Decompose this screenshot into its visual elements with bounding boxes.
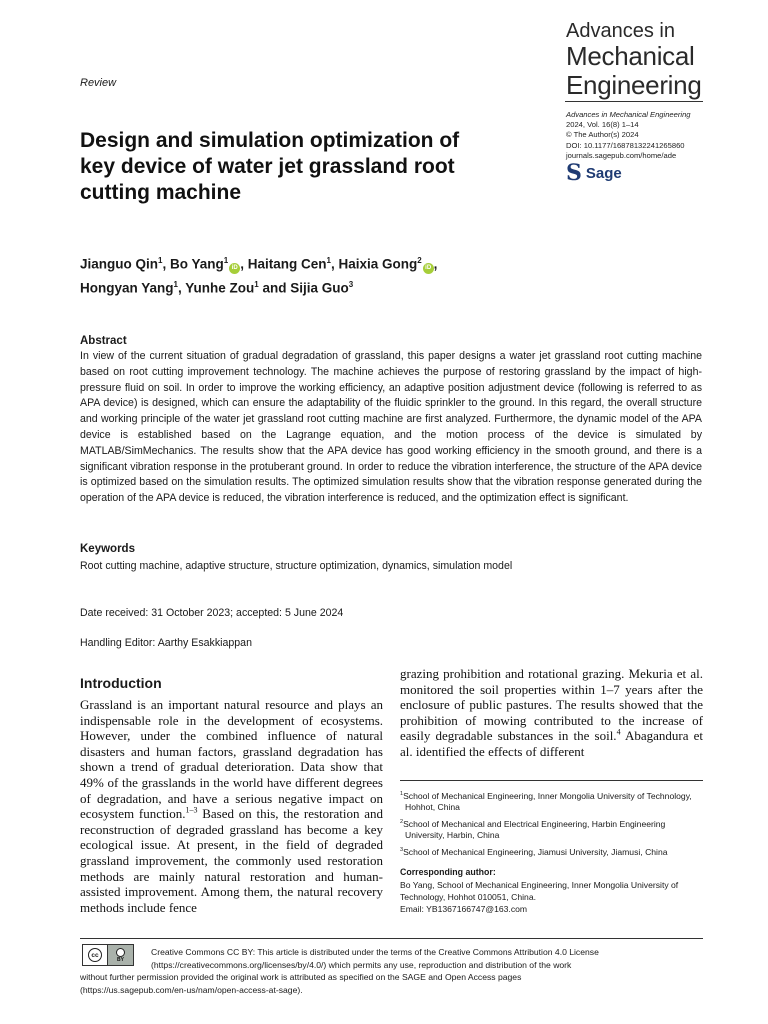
corresponding-author-details	[400, 879, 703, 915]
author-affiliation-mark: 3	[348, 279, 354, 289]
affiliations	[400, 789, 703, 862]
license-line[interactable]: (https://creativecommons.org/licenses/by/4.0/) which permits any use, reproduction and distribution of the work	[151, 959, 572, 970]
cc-by-badge[interactable]	[82, 944, 134, 966]
introduction-column-1	[80, 697, 383, 915]
introduction-column-2	[400, 666, 703, 760]
affiliation-item: $^3$School of Mechanical Engineering, Jiamusi University, Jiamusi, China	[400, 846, 668, 857]
author-separator: and	[258, 280, 291, 295]
journal-brand-line3: Engineering	[566, 70, 702, 100]
by-label: BY	[117, 956, 124, 963]
keywords-heading: Keywords	[80, 543, 135, 555]
masthead-divider	[565, 101, 703, 102]
paper-title: Design and simulation optimization of key device of water jet grassland root cutting machine	[80, 129, 460, 204]
author-separator: ,	[162, 256, 170, 272]
copyright: © The Author(s) 2024	[566, 130, 639, 140]
orcid-icon[interactable]: iD	[423, 263, 434, 274]
abstract-text: In view of the current situation of gradual degradation of grassland, this paper designs a water jet grassland root cutting machine based on root cutting improvement technology. The machine achieves the purpose of restoring grassland by the impact of high-pressure fluid on soil. In order to improve the working efficiency, an adaptive position adjustment device (following is referred to as APA device) is designed, which can ensure the adaptability of the fluidic sprinkler to the ground. In this regard, the overall structure and working principle of the water jet grassland root cutting machine are first analyzed. Furthermore, the dynamic model of the APA device is established based on the Lagrange equation, and the motion process of the device is simulated by MATLAB/SimMechanics. The results show that the APA device has good working efficiency in the smooth ground, and there is a significant vibration response in the protuberant ground. In order to reduce the vibration interference, the structure of the APA device is optimized based on the simulation results. The optimized simulation results show that the vibration response generated during the operation of the APA device is reduced, the vibration interference is reduced, and the optimization effect is significant.	[80, 350, 702, 505]
journal-brand-line1: Advances in	[566, 20, 675, 42]
author-list	[80, 251, 520, 298]
volume-info: 2024, Vol. 16(8) 1–14	[566, 120, 639, 130]
doi-link[interactable]: DOI: 10.1177/16878132241265860	[566, 140, 685, 150]
author-affiliation-mark: 1	[173, 279, 178, 289]
journal-url[interactable]: journals.sagepub.com/home/ade	[566, 150, 677, 160]
affiliation-item: $^1$School of Mechanical Engineering, Inner Mongolia University of Technology, Hohhot, China	[400, 790, 692, 813]
author-separator: ,	[240, 256, 248, 272]
corresponding-author-address: Bo Yang, School of Mechanical Engineering, Inner Mongolia University of Technology, Hohhot 010051, China.	[400, 880, 679, 902]
author-separator: ,	[433, 256, 438, 272]
intro-text: grazing prohibition and rotational grazing. Mekuria et al. monitored the soil properties within 1–7 years after the enclosure of public pastures. The results showed that the prohibition of mowing contributed to the increase of easily degradable substances in the soil.	[400, 666, 703, 744]
abstract-heading: Abstract	[80, 335, 127, 347]
author-name: Sijia Guo	[290, 280, 349, 295]
author-affiliation-mark: 2	[417, 256, 422, 265]
orcid-icon[interactable]: iD	[229, 263, 240, 274]
license-text	[80, 946, 703, 996]
license-divider	[80, 938, 703, 939]
cc-icon: cc	[88, 948, 102, 962]
author-name: Haitang Cen	[247, 256, 327, 272]
author-name: Haixia Gong	[338, 256, 418, 272]
license-line[interactable]: (https://us.sagepub.com/en-us/nam/open-access-at-sage).	[80, 984, 303, 995]
journal-brand-line2: Mechanical	[566, 41, 695, 71]
intro-text: Abagandura et al. identified the effects of different	[400, 728, 703, 759]
affiliation-item: $^2$School of Mechanical and Electrical Engineering, Harbin Engineering University, Harbin, China	[400, 818, 666, 841]
keywords-text: Root cutting machine, adaptive structure, structure optimization, dynamics, simulation model	[80, 560, 513, 572]
journal-meta	[566, 110, 691, 161]
footnote-divider	[400, 780, 703, 781]
intro-text: Grassland is an important natural resource and plays an indispensable role in the development of ecosystems. However, under the combined influence of natural disasters and human factors, grassland degradation has shown a trend of gradual deterioration. Data show that 49% of the grasslands in the world have different degrees of degradation, and have a serious negative impact on ecosystem function.	[80, 697, 383, 822]
article-type: Review	[80, 77, 117, 89]
intro-text: Based on this, the restoration and reconstruction of degraded grassland has become a key ecological issue. At present, in the field of degraded grassland improvement, the commonly used restoration methods are mainly natural restoration and human-assisted improvement. Among them, the natural recovery methods include fence	[80, 806, 383, 915]
journal-logo	[566, 20, 701, 100]
author-separator: ,	[330, 256, 339, 272]
corresponding-author-heading: Corresponding author:	[400, 867, 496, 877]
author-name: Yunhe Zou	[185, 280, 255, 295]
author-affiliation-mark: 1	[326, 256, 331, 265]
corresponding-author-email[interactable]: Email: YB1367166747@163.com	[400, 904, 528, 914]
license-line: without further permission provided the original work is attributed as specified on the SAGE and Open Access pages	[80, 972, 522, 983]
license-line: Creative Commons CC BY: This article is distributed under the terms of the Creative Commons Attribution 4.0 License	[151, 947, 599, 957]
author-name: Jianguo Qin	[80, 256, 159, 272]
sage-s-icon: S	[566, 160, 582, 186]
citation-ref[interactable]: 1–3	[185, 805, 198, 815]
author-affiliation-mark: 1	[254, 279, 259, 289]
journal-name: Advances in Mechanical Engineering	[566, 110, 691, 119]
author-affiliation-mark: 1	[158, 256, 163, 265]
author-affiliation-mark: 1	[223, 256, 229, 265]
author-name: Bo Yang	[169, 256, 224, 272]
person-icon	[116, 948, 125, 957]
citation-ref[interactable]: 4	[616, 728, 621, 738]
publisher-name: Sage	[585, 164, 622, 182]
handling-editor: Handling Editor: Aarthy Esakkiappan	[80, 637, 252, 649]
introduction-heading: Introduction	[80, 675, 162, 691]
dates-received-accepted: Date received: 31 October 2023; accepted: 5 June 2024	[80, 607, 344, 619]
publisher-logo	[566, 160, 622, 186]
author-name: Hongyan Yang	[80, 280, 174, 295]
author-separator: ,	[177, 280, 186, 295]
